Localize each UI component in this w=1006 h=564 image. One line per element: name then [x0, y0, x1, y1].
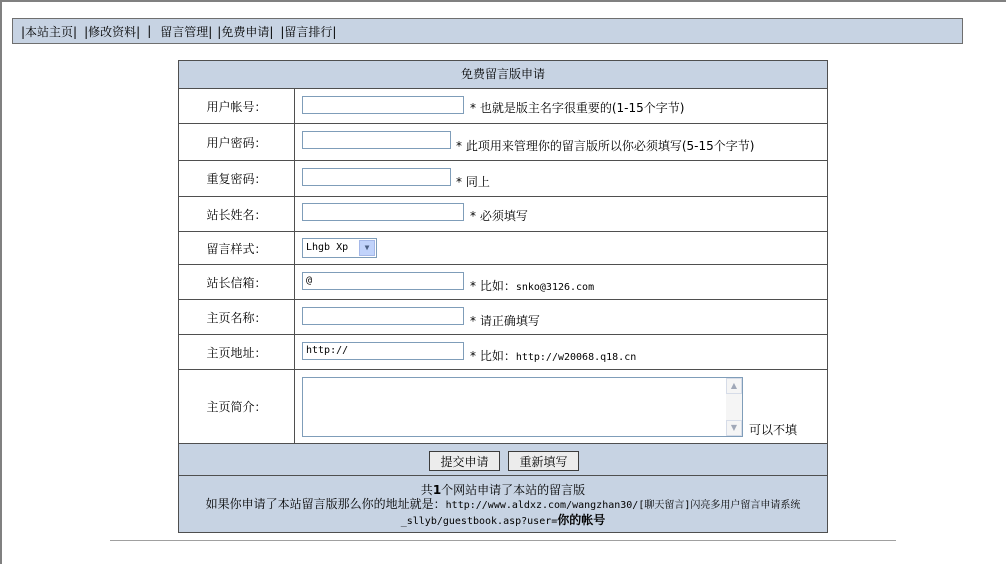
footer-address-user: 你的帐号	[557, 513, 606, 527]
nav-link-manage[interactable]: 留言管理|	[160, 24, 213, 39]
owner-name-hint: * 必须填写	[470, 209, 528, 223]
row-style	[179, 232, 827, 265]
intro-label: 主页简介：	[179, 370, 295, 443]
repeat-password-hint: * 同上	[456, 175, 490, 189]
row-password	[179, 124, 827, 161]
footer-count: 1	[432, 483, 442, 497]
intro-scrollbar[interactable]	[726, 378, 742, 436]
apply-form	[178, 60, 828, 533]
form-title: 免费留言版申请	[179, 61, 827, 89]
arrow-down-icon[interactable]: ▼	[726, 420, 742, 436]
bottom-divider	[110, 540, 896, 541]
footer-count-line	[179, 483, 827, 497]
nav-link-ranking[interactable]: |留言排行|	[280, 24, 337, 39]
row-homepage-name	[179, 300, 827, 335]
homepage-url-hint-example: http://w20068.q18.cn	[515, 352, 637, 363]
homepage-name-label: 主页名称：	[179, 300, 295, 334]
button-bar	[179, 444, 827, 476]
row-repeat-password	[179, 161, 827, 197]
style-select[interactable]	[302, 238, 377, 258]
username-label: 用户帐号：	[179, 89, 295, 123]
footer-info	[179, 476, 827, 532]
password-input[interactable]	[302, 131, 451, 149]
submit-button[interactable]: 提交申请	[429, 451, 500, 471]
password-label: 用户密码：	[179, 124, 295, 160]
footer-address-url: http://www.aldxz.com/wangzhan30/[聊天留言]闪亮多用户留言申请系统_sllyb/guestbook.asp?user=	[400, 500, 801, 527]
chevron-down-icon[interactable]: ▼	[359, 240, 375, 256]
email-hint-prefix: * 比如：	[470, 279, 516, 293]
style-label: 留言样式：	[179, 232, 295, 264]
intro-hint: 可以不填	[749, 423, 798, 437]
homepage-url-hint-prefix: * 比如：	[470, 349, 516, 363]
nav-separator: |	[147, 24, 152, 38]
arrow-up-icon[interactable]: ▲	[726, 378, 742, 394]
password-hint: * 此项用来管理你的留言版所以你必须填写(5-15个字节)	[456, 139, 755, 153]
footer-count-post: 个网站申请了本站的留言版	[441, 483, 586, 497]
footer-address-line	[179, 497, 827, 529]
homepage-url-input[interactable]: http://	[302, 342, 464, 360]
repeat-password-label: 重复密码：	[179, 161, 295, 196]
username-input[interactable]	[302, 96, 464, 114]
username-hint: * 也就是版主名字很重要的(1-15个字节)	[470, 101, 685, 115]
style-selected-value: Lhgb Xp	[306, 242, 349, 253]
row-intro	[179, 370, 827, 444]
email-input[interactable]: @	[302, 272, 464, 290]
email-hint	[470, 277, 594, 294]
footer-count-pre: 共	[420, 483, 433, 497]
nav-link-free-apply[interactable]: |免费申请|	[217, 24, 274, 39]
row-username	[179, 89, 827, 124]
repeat-password-input[interactable]	[302, 168, 451, 186]
email-hint-example: snko@3126.com	[515, 282, 595, 293]
homepage-url-label: 主页地址：	[179, 335, 295, 369]
row-homepage-url	[179, 335, 827, 370]
email-label: 站长信箱：	[179, 265, 295, 299]
nav-link-edit-profile[interactable]: |修改资料|	[84, 24, 141, 39]
nav-link-home[interactable]: |本站主页|	[21, 24, 78, 39]
reset-button[interactable]: 重新填写	[508, 451, 579, 471]
homepage-url-hint	[470, 347, 636, 364]
top-nav	[12, 18, 963, 44]
owner-name-label: 站长姓名：	[179, 197, 295, 231]
owner-name-input[interactable]	[302, 203, 464, 221]
row-email	[179, 265, 827, 300]
homepage-name-input[interactable]	[302, 307, 464, 325]
homepage-name-hint: * 请正确填写	[470, 314, 540, 328]
row-owner-name	[179, 197, 827, 232]
footer-address-pre: 如果你申请了本站留言版那么你的地址就是：	[205, 497, 446, 511]
window-top-border	[0, 0, 1006, 2]
intro-textarea[interactable]	[302, 377, 743, 437]
window-left-border	[0, 0, 2, 564]
